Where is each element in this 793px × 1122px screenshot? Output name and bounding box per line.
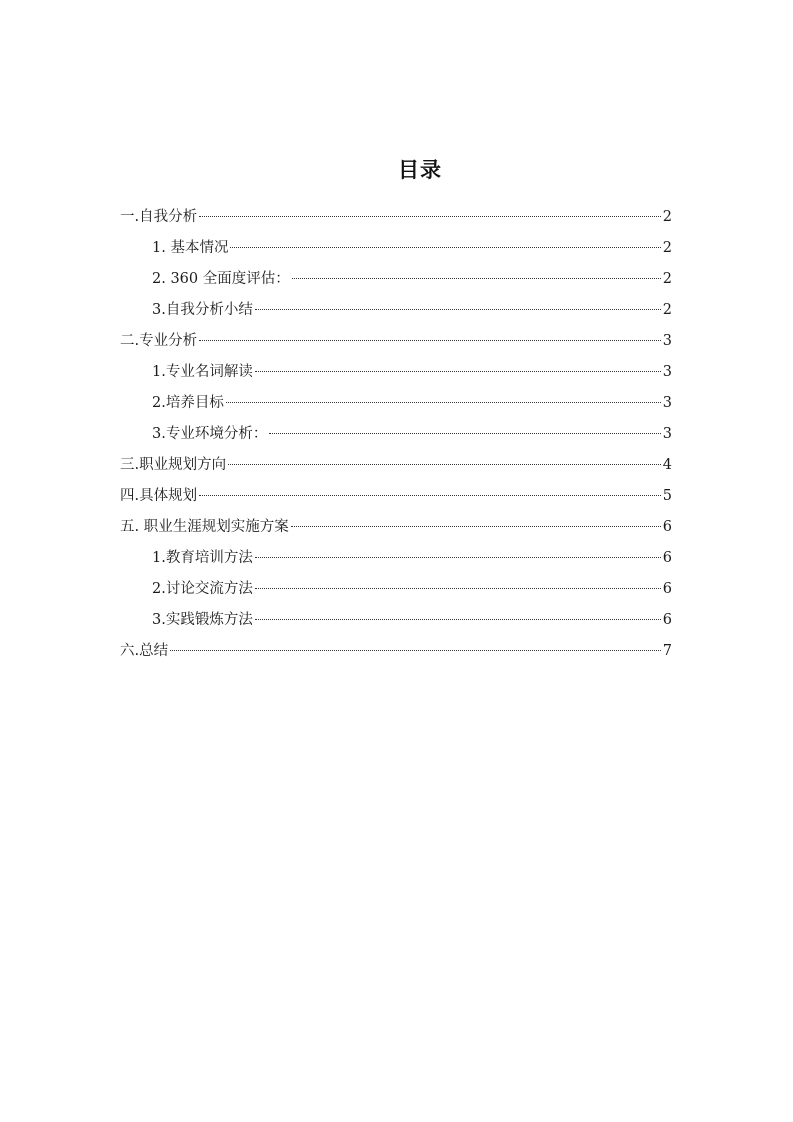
toc-list <box>120 202 672 667</box>
toc-dot-leader <box>291 526 661 527</box>
toc-dot-leader <box>228 464 661 465</box>
toc-entry[interactable] <box>120 481 672 512</box>
toc-entry-page: 2 <box>662 209 672 225</box>
toc-entry-page: 3 <box>662 364 672 380</box>
toc-entry-page: 2 <box>662 271 672 287</box>
toc-entry-page: 2 <box>662 240 672 256</box>
toc-entry-label: 二.专业分析 <box>120 333 198 349</box>
toc-dot-leader <box>170 650 661 651</box>
toc-entry-label: 三.职业规划方向 <box>120 457 227 473</box>
toc-entry[interactable] <box>120 450 672 481</box>
toc-entry[interactable] <box>120 605 672 636</box>
toc-entry-page: 7 <box>662 643 672 659</box>
toc-dot-leader <box>255 557 661 558</box>
toc-entry-page: 5 <box>662 488 672 504</box>
toc-dot-leader <box>292 278 661 279</box>
toc-entry[interactable] <box>120 264 672 295</box>
toc-dot-leader <box>269 433 660 434</box>
toc-entry-page: 6 <box>662 612 672 628</box>
toc-entry-label: 1. 基本情况 <box>152 240 229 256</box>
toc-dot-leader <box>199 340 661 341</box>
toc-entry-label: 四.具体规划 <box>120 488 198 504</box>
toc-entry-label: 1.教育培训方法 <box>152 550 253 566</box>
toc-entry-label: 2.培养目标 <box>152 395 224 411</box>
toc-entry-page: 6 <box>662 581 672 597</box>
toc-dot-leader <box>199 495 661 496</box>
toc-entry[interactable] <box>120 512 672 543</box>
toc-entry[interactable] <box>120 419 672 450</box>
toc-entry-page: 4 <box>662 457 672 473</box>
toc-entry-label: 五. 职业生涯规划实施方案 <box>120 519 289 535</box>
toc-entry[interactable] <box>120 326 672 357</box>
toc-entry-page: 3 <box>662 426 672 442</box>
toc-entry-page: 3 <box>662 395 672 411</box>
toc-title: 目录 <box>398 158 442 182</box>
toc-entry-label: 3.专业环境分析： <box>152 426 268 442</box>
toc-entry[interactable] <box>120 574 672 605</box>
toc-entry-page: 6 <box>662 519 672 535</box>
toc-dot-leader <box>255 371 661 372</box>
toc-entry-label: 六.总结 <box>120 643 169 659</box>
toc-dot-leader <box>226 402 661 403</box>
toc-dot-leader <box>255 588 661 589</box>
toc-entry[interactable] <box>120 543 672 574</box>
toc-entry[interactable] <box>120 295 672 326</box>
toc-entry-label: 3.自我分析小结 <box>152 302 253 318</box>
toc-entry-label: 2.讨论交流方法 <box>152 581 253 597</box>
toc-entry[interactable] <box>120 233 672 264</box>
toc-entry[interactable] <box>120 202 672 233</box>
toc-dot-leader <box>230 247 660 248</box>
toc-entry[interactable] <box>120 388 672 419</box>
toc-dot-leader <box>255 619 661 620</box>
toc-entry-label: 1.专业名词解读 <box>152 364 253 380</box>
toc-dot-leader <box>199 216 661 217</box>
toc-entry-label: 2. 360 全面度评估： <box>152 271 290 287</box>
toc-dot-leader <box>255 309 661 310</box>
toc-entry-page: 6 <box>662 550 672 566</box>
toc-entry-label: 3.实践锻炼方法 <box>152 612 253 628</box>
toc-entry[interactable] <box>120 357 672 388</box>
toc-entry[interactable] <box>120 636 672 667</box>
toc-entry-label: 一.自我分析 <box>120 209 198 225</box>
toc-entry-page: 3 <box>662 333 672 349</box>
toc-entry-page: 2 <box>662 302 672 318</box>
